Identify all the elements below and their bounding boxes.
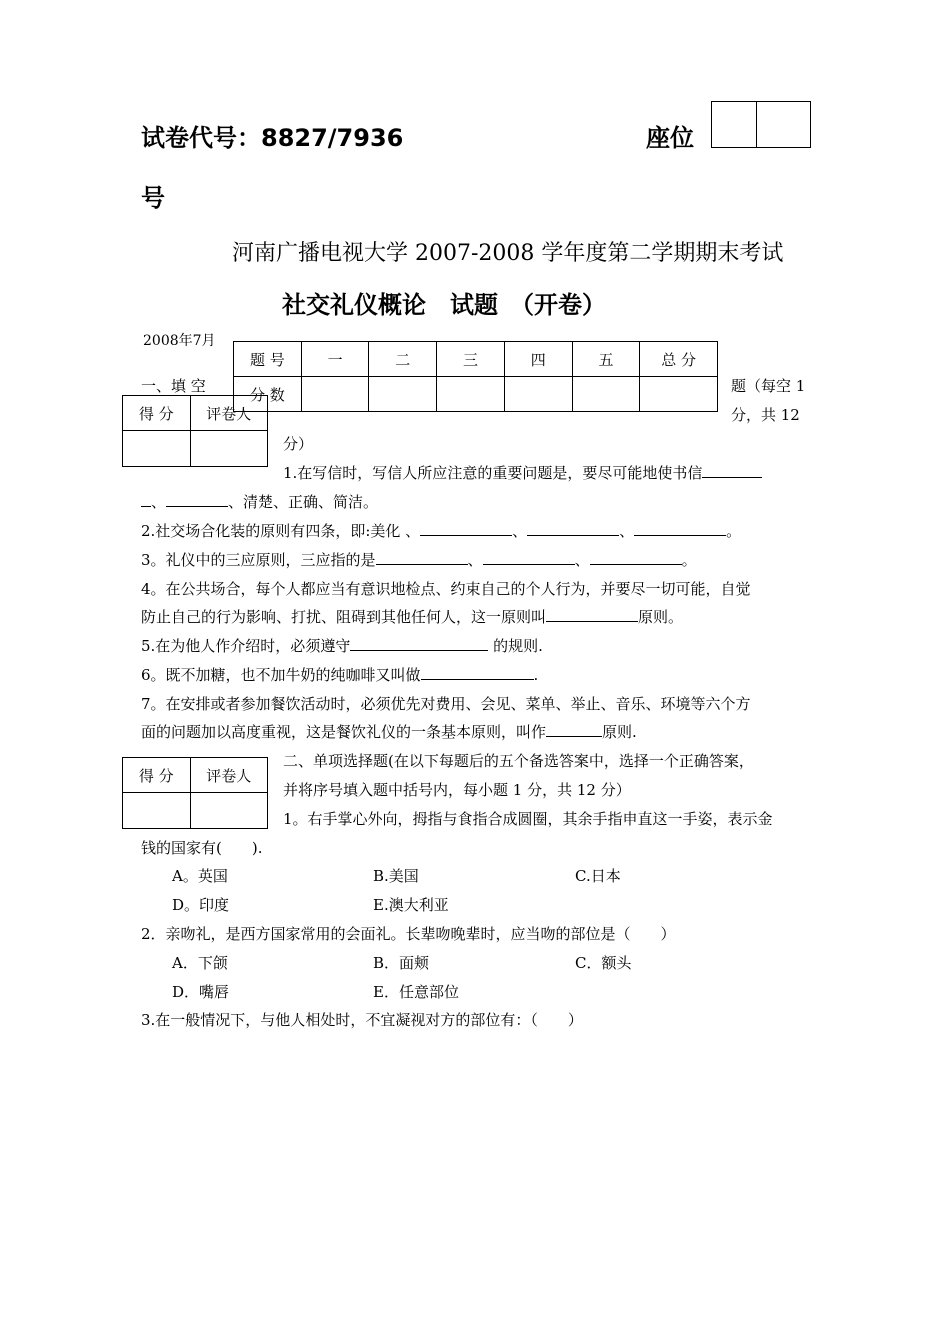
grader-score-label: 得 分	[123, 396, 191, 431]
s1-q3: 3。礼仪中的三应原则，三应指的是 、 、 。	[141, 546, 697, 575]
seat-label-continued: 号	[141, 184, 165, 212]
university-title: 河南广播电视大学 2007-2008 学年度第二学期期末考试	[232, 241, 784, 266]
score-table-col-4: 四	[504, 342, 572, 377]
score-cell	[369, 377, 437, 412]
grader-score-cell	[123, 793, 191, 829]
s2-q2-option-b: B．面颊	[373, 954, 430, 972]
score-cell	[504, 377, 572, 412]
s1-q5: 5.在为他人作介绍时，必须遵守 的规则.	[141, 632, 543, 661]
section2-heading-1: 二、单项选择题(在以下每题后的五个备选答案中，选择一个正确答案，	[283, 752, 754, 770]
seat-label: 座位	[646, 124, 694, 152]
score-table-col-2: 二	[369, 342, 437, 377]
seat-number-box	[711, 101, 811, 148]
section2-heading-2: 并将序号填入题中括号内，每小题 1 分，共 12 分）	[283, 781, 631, 799]
score-table-col-5: 五	[572, 342, 640, 377]
s2-q1-line2: 钱的国家有( ).	[141, 839, 263, 857]
section1-heading-left: 一、填 空	[141, 377, 206, 395]
s2-q2-option-c: C．额头	[575, 954, 632, 972]
score-cell	[640, 377, 718, 412]
section1-heading-right-2: 分，共 12	[731, 406, 800, 424]
exam-date: 2008年7月	[143, 333, 216, 349]
score-table-col-1: 一	[301, 342, 369, 377]
s1-q1-line2: 、 、清楚、正确、简洁。	[141, 488, 378, 517]
grader-name-label: 评卷人	[190, 396, 267, 431]
s1-q1-line1: 1.在写信时，写信人所应注意的重要问题是，要尽可能地使书信	[283, 459, 762, 488]
s2-q1-option-c: C.日本	[575, 867, 621, 885]
s1-q7-line2: 面的问题加以高度重视，这是餐饮礼仪的一条基本原则，叫作 原则.	[141, 718, 637, 747]
s2-q2-option-a: A．下颌	[172, 954, 228, 972]
grader-name-label: 评卷人	[190, 758, 267, 793]
grader-name-cell	[190, 793, 267, 829]
grader-name-cell	[190, 431, 267, 467]
s2-q1-line1: 1。右手掌心外向，拇指与食指合成圆圈，其余手指申直这一手姿，表示金	[283, 810, 773, 828]
grader-score-cell	[123, 431, 191, 467]
score-table-header-qnum: 题 号	[234, 342, 302, 377]
s1-q6: 6。既不加糖，也不加牛奶的纯咖啡又叫做 .	[141, 661, 538, 690]
s2-q3: 3.在一般情况下，与他人相处时，不宜凝视对方的部位有：（ ）	[141, 1011, 583, 1029]
s1-q2: 2.社交场合化装的原则有四条，即:美化 、 、 、 。	[141, 517, 741, 546]
score-table-col-3: 三	[437, 342, 505, 377]
grader-box-2	[122, 757, 268, 829]
s1-q7-line1: 7。在安排或者参加餐饮活动时，必须优先对费用、会见、菜单、举止、音乐、环境等六个方	[141, 695, 751, 713]
score-table	[233, 341, 718, 412]
score-table-header-score: 分 数	[234, 377, 302, 412]
s1-q4-line1: 4。在公共场合，每个人都应当有意识地检点、约束自己的个人行为，并要尽一切可能，自觉	[141, 580, 751, 598]
s2-q1-option-a: A。英国	[172, 867, 228, 885]
s2-q2-option-d: D．嘴唇	[172, 983, 230, 1001]
s1-q4-line2: 防止自己的行为影响、打扰、阻碍到其他任何人，这一原则叫 原则。	[141, 603, 683, 632]
subject-title: 社交礼仪概论 试题 （开卷）	[282, 291, 606, 319]
s2-q1-option-d: D。印度	[172, 896, 230, 914]
s2-q2: 2．亲吻礼，是西方国家常用的会面礼。长辈吻晚辈时，应当吻的部位是（ ）	[141, 925, 676, 943]
s2-q2-option-e: E．任意部位	[373, 983, 459, 1001]
grader-box-1	[122, 395, 268, 467]
score-table-col-total: 总 分	[640, 342, 718, 377]
s2-q1-option-b: B.美国	[373, 867, 419, 885]
section1-heading-right-1: 题（每空 1	[731, 377, 806, 395]
score-cell	[437, 377, 505, 412]
score-cell	[572, 377, 640, 412]
seat-box-divider	[756, 102, 757, 147]
s2-q1-option-e: E.澳大利亚	[373, 896, 449, 914]
score-cell	[301, 377, 369, 412]
exam-code: 试卷代号：8827/7936	[141, 124, 404, 152]
grader-score-label: 得 分	[123, 758, 191, 793]
section1-heading-end: 分）	[283, 435, 314, 453]
